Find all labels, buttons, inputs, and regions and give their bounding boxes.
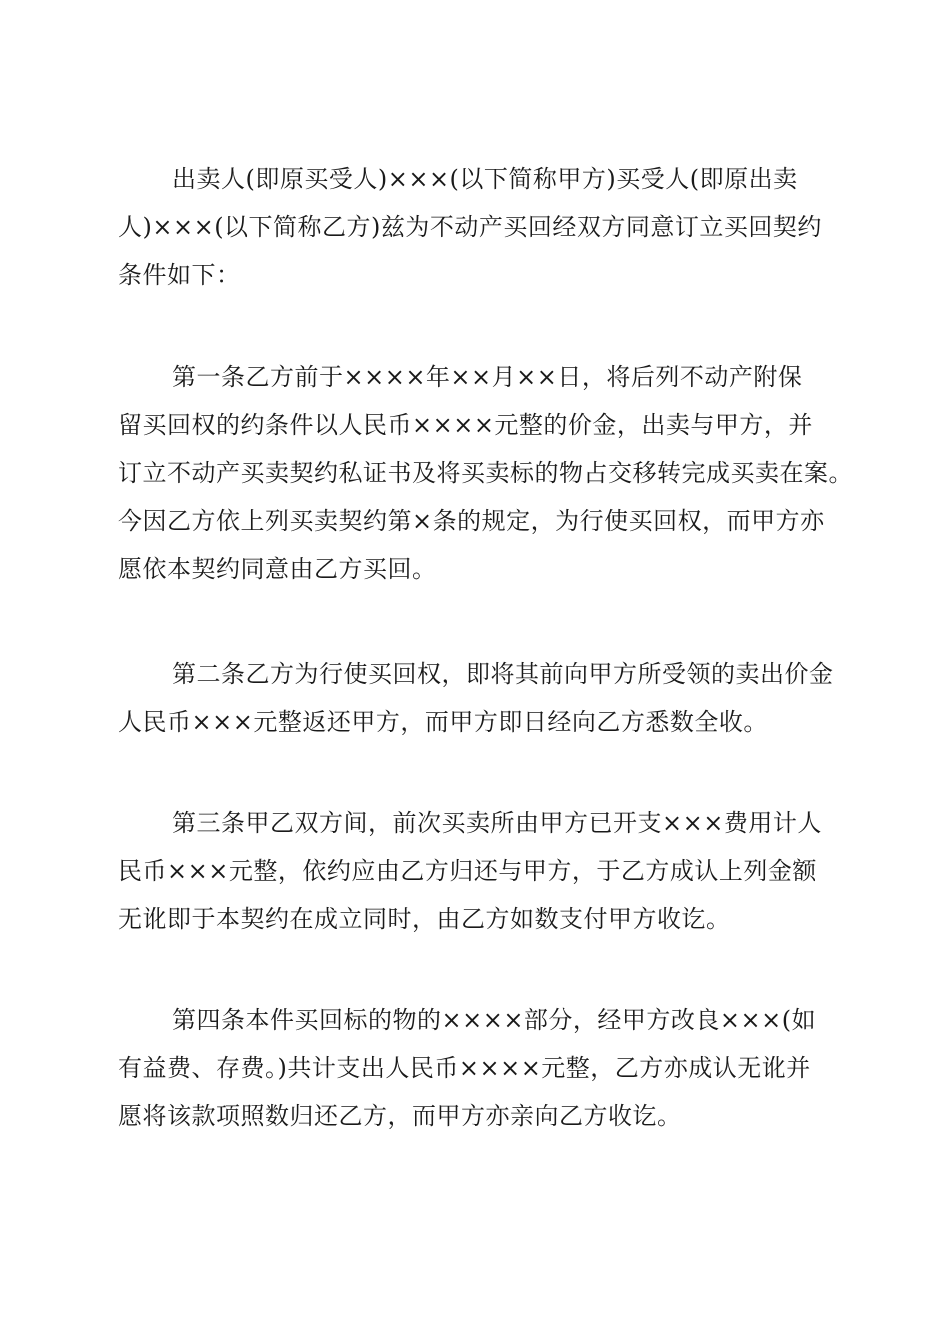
text-line: 愿依本契约同意由乙方买回。 [118,555,437,583]
text-line: 愿将该款项照数归还乙方，而甲方亦亲向乙方收讫。 [118,1102,682,1130]
article-4-paragraph [118,996,834,1140]
preamble-paragraph [118,155,834,299]
text-line: 出卖人(即原买受人)×××(以下简称甲方)买受人(即原出卖 [172,165,798,193]
text-line: 人)×××(以下简称乙方)兹为不动产买回经双方同意订立买回契约 [118,213,822,241]
text-line: 第四条本件买回标的物的××××部分，经甲方改良×××(如 [172,1006,817,1034]
text-line: 条件如下： [118,261,241,289]
text-line: 有益费、存费。)共计支出人民币××××元整，乙方亦成认无讹并 [118,1054,811,1082]
article-2-paragraph [118,650,834,746]
article-3-paragraph [118,799,834,943]
text-line: 订立不动产买卖契约私证书及将买卖标的物占交移转完成买卖在案。 [118,459,853,487]
text-line: 留买回权的约条件以人民币××××元整的价金，出卖与甲方，并 [118,411,813,439]
text-line: 民币×××元整，依约应由乙方归还与甲方，于乙方成认上列金额 [118,857,817,885]
text-line: 第二条乙方为行使买回权，即将其前向甲方所受领的卖出价金 [172,660,834,688]
text-line: 第三条甲乙双方间，前次买卖所由甲方已开支×××费用计人 [172,809,822,837]
article-1-paragraph [118,353,853,593]
text-line: 无讹即于本契约在成立同时，由乙方如数支付甲方收讫。 [118,905,731,933]
text-line: 人民币×××元整返还甲方，而甲方即日经向乙方悉数全收。 [118,708,768,736]
text-line: 第一条乙方前于××××年××月××日，将后列不动产附保 [172,363,803,391]
text-line: 今因乙方依上列买卖契约第×条的规定，为行使买回权，而甲方亦 [118,507,825,535]
